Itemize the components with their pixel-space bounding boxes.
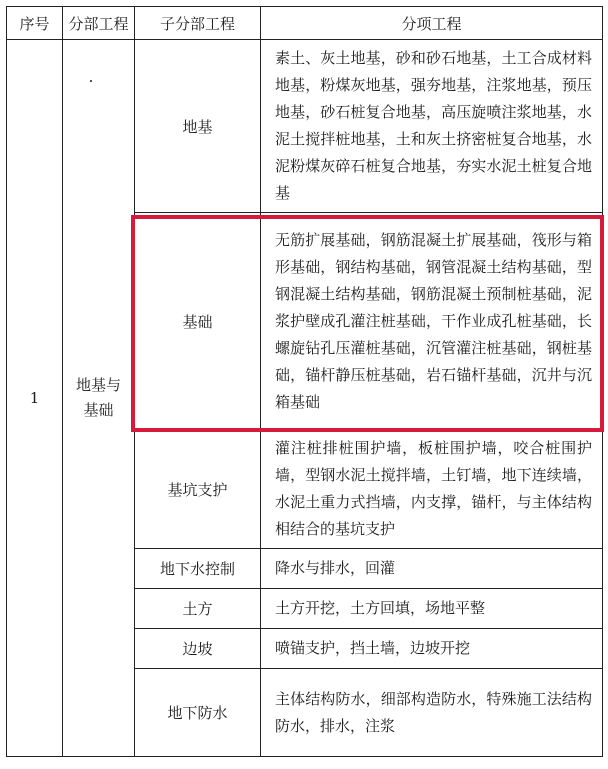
header-row xyxy=(7,7,603,40)
subdivision-name: 土方 xyxy=(135,589,261,629)
item-list: 无筋扩展基础，钢筋混凝土扩展基础，筏形与箱形基础，钢结构基础，钢管混凝土结构基础，型钢混凝土结构基础，钢筋混凝土预制桩基础，泥浆护壁成孔灌注桩基础，干作业成孔桩基础，长螺旋钻孔压灌桩基础，沉管灌注桩基础，钢桩基础，锚杆静压桩基础，岩石锚杆基础，沉井与沉箱基础 xyxy=(261,213,603,430)
subdivision-name: 基础 xyxy=(135,213,261,430)
header-division: 分部工程 xyxy=(63,7,135,40)
item-list: 主体结构防水，细部构造防水，特殊施工法结构防水，排水，注浆 xyxy=(261,669,603,757)
header-subdivision: 子分部工程 xyxy=(135,7,261,40)
table-row xyxy=(7,40,603,213)
division-table xyxy=(6,6,603,757)
header-items: 分项工程 xyxy=(261,7,603,40)
division-label: 地基与基础 xyxy=(75,376,121,419)
division-name xyxy=(63,40,135,757)
item-list: 灌注桩排桩围护墙，板桩围护墙，咬合桩围护墙，型钢水泥土搅拌墙，土钉墙，地下连续墙，水泥土重力式挡墙，内支撑，锚杆，与主体结构相结合的基坑支护 xyxy=(261,430,603,549)
header-serial: 序号 xyxy=(7,7,63,40)
item-list: 素土、灰土地基，砂和砂石地基，土工合成材料地基，粉煤灰地基，强夯地基，注浆地基，预压地基，砂石桩复合地基，高压旋喷注浆地基，水泥土搅拌桩地基，土和灰土挤密桩复合地基，水泥粉煤灰碎石桩复合地基，夯实水泥土桩复合地基 xyxy=(261,40,603,213)
subdivision-name: 地下水控制 xyxy=(135,549,261,589)
scan-dot xyxy=(90,80,92,82)
subdivision-name: 地基 xyxy=(135,40,261,213)
item-list: 降水与排水，回灌 xyxy=(261,549,603,589)
item-list: 喷锚支护，挡土墙，边坡开挖 xyxy=(261,629,603,669)
item-list: 土方开挖，土方回填，场地平整 xyxy=(261,589,603,629)
subdivision-name: 边坡 xyxy=(135,629,261,669)
subdivision-name: 基坑支护 xyxy=(135,430,261,549)
subdivision-name: 地下防水 xyxy=(135,669,261,757)
row-number: 1 xyxy=(7,40,63,757)
